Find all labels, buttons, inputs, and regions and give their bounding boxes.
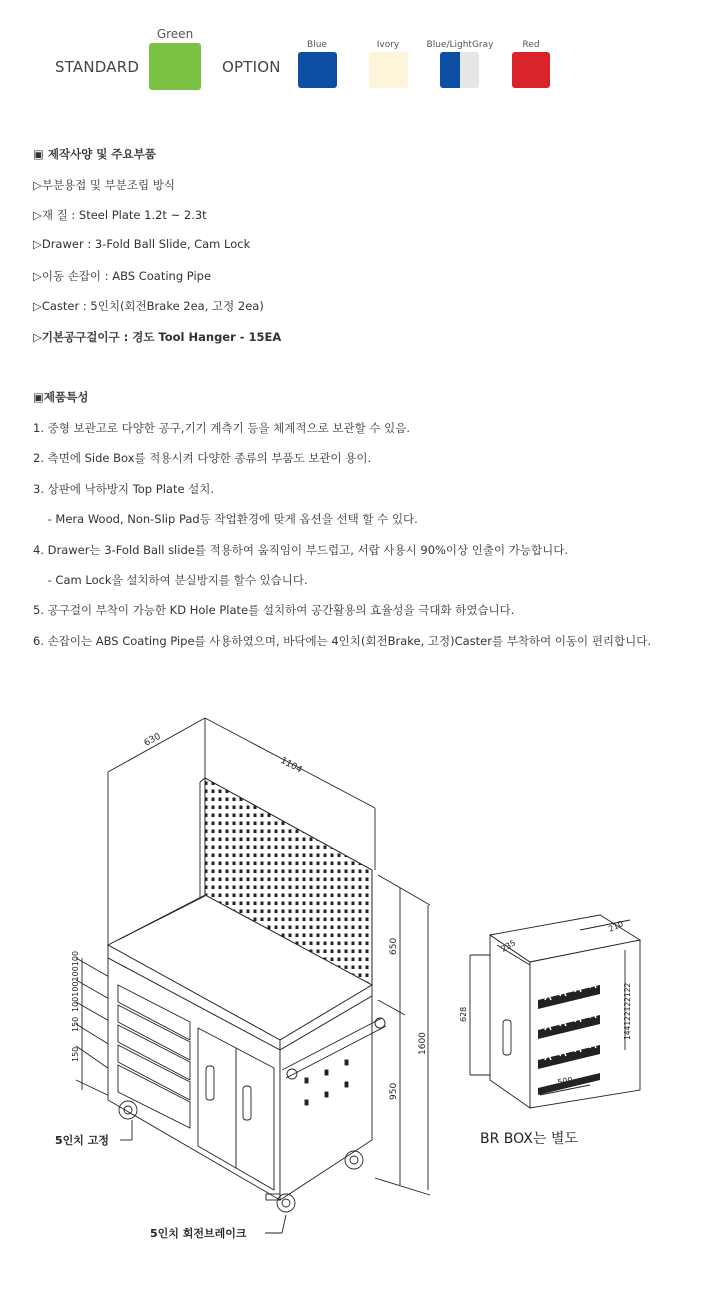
green-swatch [149,43,201,90]
br-box-note: BR BOX는 별도 [480,1131,578,1147]
red-swatch-name: Red [522,40,540,50]
spec-item: ▷Caster : 5인치(회전Brake 2ea, 고정 2ea) [33,299,264,313]
bluelightgray-swatch [440,52,479,88]
dim-depth: 630 [142,731,163,749]
dim-box-top: 210 [607,919,625,934]
feature-item: 4. Drawer는 3-Fold Ball slide를 적용하여 움직임이 부드럽고, 서랍 사용시 90%이상 인출이 가능합니다. [33,543,568,557]
option-label: OPTION [222,58,281,76]
dim-box-depth: 235 [499,938,518,954]
bluelightgray-swatch-name: Blue/LightGray [426,40,494,50]
feature-item: - Mera Wood, Non-Slip Pad등 작업환경에 맞게 옵션을 선택 할 수 있다. [33,512,418,526]
dim-body-height: 950 [389,1082,399,1100]
dim-drawers: 100100100100 [71,950,80,1012]
caster-brake-label: 5인치 회전브레이크 [150,1227,247,1240]
dim-panel-height: 650 [389,937,399,955]
dim-box-bins: 144122122122 [623,982,632,1040]
features-heading: ▣제품특성 [33,390,89,404]
dim-box-width: 500 [556,1075,574,1087]
specs-heading: ▣ 제작사양 및 주요부품 [33,147,156,161]
dim-width: 1104 [278,755,304,776]
standard-label: STANDARD [55,58,140,76]
dim-drawer-150b: 150 [71,1046,80,1062]
dim-total-height: 1600 [418,1032,428,1055]
feature-item: 2. 측면에 Side Box를 적용시켜 다양한 종류의 부품도 보관이 용이. [33,451,372,465]
feature-item: 1. 중형 보관고로 다양한 공구,기기 계측기 등을 체계적으로 보관할 수 있음. [33,421,410,435]
spec-item: ▷부분용접 및 부분조립 방식 [33,178,176,192]
feature-item: - Cam Lock을 설치하여 분실방지를 할수 있습니다. [33,573,308,587]
dim-drawer-150a: 150 [71,1016,80,1032]
dim-box-height: 628 [459,1006,468,1022]
spec-item: ▷이동 손잡이 : ABS Coating Pipe [33,269,212,283]
blue-swatch-name: Blue [307,40,327,50]
feature-item: 6. 손잡이는 ABS Coating Pipe를 사용하였으며, 바닥에는 4인치(회전Brake, 고정)Caster를 부착하여 이동이 편리합니다. [33,634,652,648]
spec-item: ▷재 질 : Steel Plate 1.2t ~ 2.3t [33,208,207,222]
red-swatch [512,52,550,88]
feature-item: 3. 상판에 낙하방지 Top Plate 설치. [33,482,215,496]
ivory-swatch [369,52,408,88]
feature-item: 5. 공구걸이 부착이 가능한 KD Hole Plate를 설치하여 공간활용의 효율성을 극대화 하였습니다. [33,603,515,617]
ivory-swatch-name: Ivory [376,40,400,50]
spec-item: ▷기본공구걸이구 : 경도 Tool Hanger - 15EA [33,330,282,344]
caster-fixed-label: 5인치 고정 [55,1134,109,1147]
green-swatch-name: Green [156,27,194,41]
spec-item: ▷Drawer : 3-Fold Ball Slide, Cam Lock [33,237,251,251]
technical-drawing [0,700,709,1260]
blue-swatch [298,52,337,88]
